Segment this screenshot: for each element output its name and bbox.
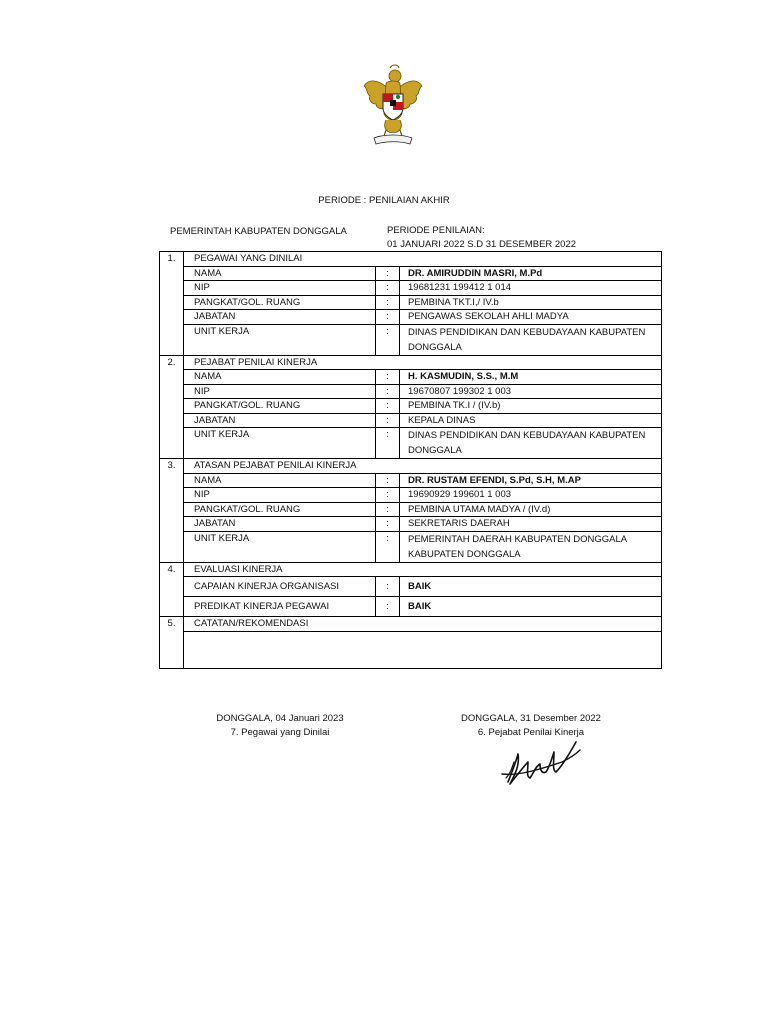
period-value: 01 JANUARI 2022 S.D 31 DESEMBER 2022	[387, 239, 577, 250]
table-row	[160, 473, 662, 488]
field-label: JABATAN	[184, 517, 376, 532]
table-row	[160, 502, 662, 517]
table-row	[160, 488, 662, 503]
field-label: JABATAN	[184, 310, 376, 325]
document-title: PERIODE : PENILAIAN AKHIR	[318, 195, 450, 206]
table-row	[160, 399, 662, 414]
notes-field	[184, 631, 662, 668]
signature-place-date: DONGGALA, 04 Januari 2023	[216, 713, 344, 724]
table-row	[160, 577, 662, 597]
table-row	[160, 517, 662, 532]
garuda-emblem-icon	[362, 64, 424, 148]
colon: :	[376, 384, 400, 399]
field-value: DR. RUSTAM EFENDI, S.Pd, S.H, M.AP	[400, 473, 662, 488]
section-number: 1.	[160, 252, 184, 267]
colon: :	[376, 473, 400, 488]
colon: :	[376, 488, 400, 503]
colon: :	[376, 413, 400, 428]
field-label: NIP	[184, 281, 376, 296]
table-row	[160, 370, 662, 385]
table-row	[160, 413, 662, 428]
assessment-form-table	[159, 251, 662, 669]
colon: :	[376, 295, 400, 310]
section-header	[160, 562, 662, 577]
section-header	[160, 355, 662, 370]
period-label: PERIODE PENILAIAN:	[387, 225, 485, 236]
table-row	[160, 531, 662, 562]
colon: :	[376, 324, 400, 355]
field-value: BAIK	[400, 597, 662, 617]
section-title: PEGAWAI YANG DINILAI	[184, 252, 662, 267]
field-value: PENGAWAS SEKOLAH AHLI MADYA	[400, 310, 662, 325]
section-number: 2.	[160, 355, 184, 370]
field-value: SEKRETARIS DAERAH	[400, 517, 662, 532]
table-row	[160, 597, 662, 617]
field-label: UNIT KERJA	[184, 428, 376, 459]
field-label: UNIT KERJA	[184, 324, 376, 355]
field-label: PREDIKAT KINERJA PEGAWAI	[184, 597, 376, 617]
field-value: 19690929 199601 1 003	[400, 488, 662, 503]
field-value: DINAS PENDIDIKAN DAN KEBUDAYAAN KABUPATEN DONGGALA	[400, 324, 662, 355]
colon: :	[376, 281, 400, 296]
field-value: KEPALA DINAS	[400, 413, 662, 428]
section-number: 3.	[160, 459, 184, 474]
signature-role: 6. Pejabat Penilai Kinerja	[477, 727, 585, 738]
section-title: CATATAN/REKOMENDASI	[184, 617, 662, 632]
field-value: DINAS PENDIDIKAN DAN KEBUDAYAAN KABUPATEN DONGGALA	[400, 428, 662, 459]
colon: :	[376, 370, 400, 385]
field-label: NAMA	[184, 266, 376, 281]
field-value: 19681231 199412 1 014	[400, 281, 662, 296]
colon: :	[376, 531, 400, 562]
handwritten-signature	[498, 732, 584, 788]
colon: :	[376, 577, 400, 597]
field-value: 19670807 199302 1 003	[400, 384, 662, 399]
table-row	[160, 428, 662, 459]
section-header	[160, 617, 662, 632]
signature-place-date: DONGGALA, 31 Desember 2022	[461, 713, 601, 724]
section-number: 4.	[160, 562, 184, 577]
field-label: UNIT KERJA	[184, 531, 376, 562]
table-row	[160, 384, 662, 399]
colon: :	[376, 597, 400, 617]
table-row	[160, 281, 662, 296]
signature-role: 7. Pegawai yang Dinilai	[230, 727, 330, 738]
colon: :	[376, 310, 400, 325]
field-label: NAMA	[184, 370, 376, 385]
field-label: NIP	[184, 384, 376, 399]
table-row	[160, 266, 662, 281]
employee-signature-block	[200, 712, 360, 740]
table-row	[160, 310, 662, 325]
field-value: PEMBINA TK.I / (IV.b)	[400, 399, 662, 414]
table-row	[160, 631, 662, 668]
colon: :	[376, 399, 400, 414]
field-label: PANGKAT/GOL. RUANG	[184, 502, 376, 517]
field-value: DR. AMIRUDDIN MASRI, M.Pd	[400, 266, 662, 281]
section-title: ATASAN PEJABAT PENILAI KINERJA	[184, 459, 662, 474]
field-label: JABATAN	[184, 413, 376, 428]
field-label: NIP	[184, 488, 376, 503]
field-label: PANGKAT/GOL. RUANG	[184, 399, 376, 414]
assessment-period	[387, 224, 576, 252]
table-row	[160, 295, 662, 310]
field-value: PEMERINTAH DAERAH KABUPATEN DONGGALA KABUPATEN DONGGALA	[400, 531, 662, 562]
field-label: CAPAIAN KINERJA ORGANISASI	[184, 577, 376, 597]
section-title: EVALUASI KINERJA	[184, 562, 662, 577]
field-value: BAIK	[400, 577, 662, 597]
colon: :	[376, 266, 400, 281]
colon: :	[376, 517, 400, 532]
table-row	[160, 324, 662, 355]
government-name: PEMERINTAH KABUPATEN DONGGALA	[170, 226, 347, 237]
section-number: 5.	[160, 617, 184, 632]
field-value: H. KASMUDIN, S.S., M.M	[400, 370, 662, 385]
field-label: NAMA	[184, 473, 376, 488]
colon: :	[376, 428, 400, 459]
colon: :	[376, 502, 400, 517]
section-header	[160, 252, 662, 267]
field-value: PEMBINA UTAMA MADYA / (IV.d)	[400, 502, 662, 517]
field-label: PANGKAT/GOL. RUANG	[184, 295, 376, 310]
section-header	[160, 459, 662, 474]
field-value: PEMBINA TKT.I,/ IV.b	[400, 295, 662, 310]
section-title: PEJABAT PENILAI KINERJA	[184, 355, 662, 370]
